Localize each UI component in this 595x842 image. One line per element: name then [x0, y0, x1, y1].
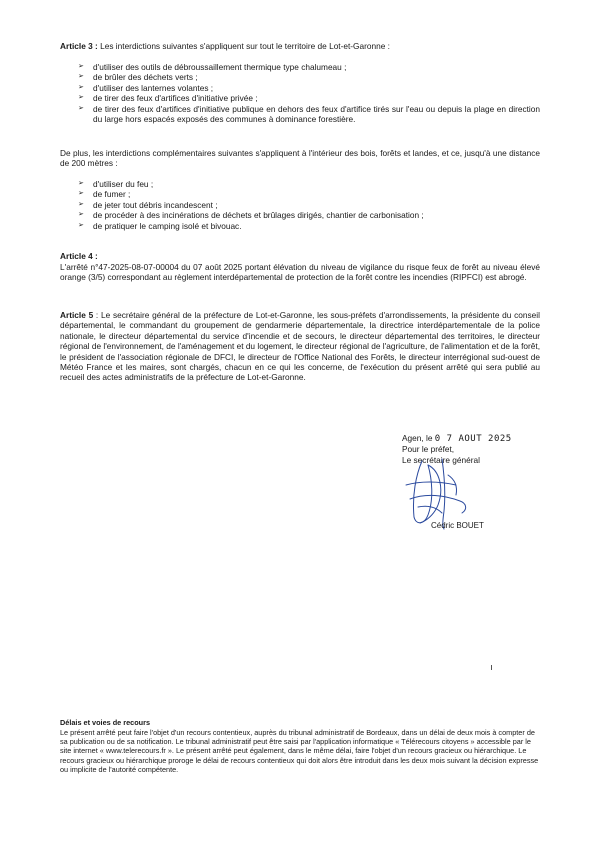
article-3-heading: Article 3 : — [60, 41, 98, 51]
list-item: ➢ d'utiliser du feu ; — [78, 179, 154, 189]
signature-line-1: Pour le préfet, — [402, 444, 455, 455]
list-item: ➢ de pratiquer le camping isolé et bivouac. — [78, 220, 242, 231]
arrow-bullet-icon: ➢ — [78, 200, 84, 208]
signature-line-2: Le secrétaire général — [402, 454, 480, 465]
handwritten-signature — [398, 455, 478, 530]
forest-list — [60, 179, 540, 231]
arrow-bullet-icon: ➢ — [78, 221, 84, 229]
appeal-text: Le présent arrêté peut faire l'objet d'un recours contentieux, auprès du tribunal administratif de Bordeaux, dans un délai de deux mois à compter de sa publication ou de sa notification. Le tribunal administratif peut être saisi par l'application informatique « Télérecours citoyens » accessible par le site internet « www.telerecours.fr ». Le présent arrêté peut également, dans le même délai, faire l'objet d'un recours gracieux ou hiérarchique. Le recours gracieux ou hiérarchique proroge le délai de recours contentieux qui doit alors être introduit dans les deux mois suivant la décision expresse ou implicite de l'autorité compétente. — [60, 728, 539, 774]
forest-intro: De plus, les interdictions complémentaires suivantes s'appliquent à l'intérieur des bois, forêts et landes, et ce, jusqu'à une distance de 200 mètres : — [60, 148, 540, 169]
article-4-text: L'arrêté n°47-2025-08-07-00004 du 07 août 2025 portant élévation du niveau de vigilance du risque feux de forêt au niveau élevé orange (3/5) correspondant au règlement interdépartemental de protection de la forêt contre les incendies (RIPFCI) est abrogé. — [60, 262, 540, 283]
arrow-bullet-icon: ➢ — [78, 104, 84, 112]
arrow-bullet-icon: ➢ — [78, 180, 84, 187]
margin-mark — [491, 665, 492, 670]
signature-date-line — [402, 433, 512, 444]
arrow-bullet-icon: ➢ — [78, 190, 84, 198]
article-5-heading: Article 5 — [60, 310, 94, 320]
list-item: ➢ de tirer des feux d'artifices d'initiative privée ; — [78, 93, 258, 104]
arrow-bullet-icon: ➢ — [78, 211, 84, 219]
list-item: ➢ d'utiliser des outils de débroussaillement thermique type chalumeau ; — [78, 62, 347, 72]
list-item: ➢ de brûler des déchets verts ; — [78, 72, 198, 83]
article-5 — [60, 310, 540, 383]
list-item: ➢ de jeter tout débris incandescent ; — [78, 199, 218, 210]
list-item: ➢ de fumer ; — [78, 189, 131, 200]
article-4-heading: Article 4 : — [60, 251, 98, 261]
arrow-bullet-icon: ➢ — [78, 63, 84, 70]
date-stamp: 0 7 AOUT 2025 — [434, 434, 512, 444]
signer-name: Cédric BOUET — [431, 521, 484, 530]
arrow-bullet-icon: ➢ — [78, 94, 84, 102]
arrow-bullet-icon: ➢ — [78, 73, 84, 81]
list-item: ➢ de tirer des feux d'artifices d'initiative publique en dehors des feux d'artifice tirés sur l'eau ou depuis la plage en direction du large hors espacés exposés des communes à dominance forestière. — [78, 103, 540, 125]
arrow-bullet-icon: ➢ — [78, 83, 84, 91]
article-3-list — [60, 62, 540, 124]
list-item: ➢ d'utiliser des lanternes volantes ; — [78, 82, 214, 93]
appeal-heading: Délais et voies de recours — [60, 718, 151, 727]
article-3-intro — [60, 41, 540, 51]
signature-place: Agen, le — [402, 433, 433, 443]
article-5-text: : Le secrétaire général de la préfecture de Lot-et-Garonne, les sous-préfets d'arrondissements, la présidente du conseil départemental, le commandant du groupement de gendarmerie départementale, la directrice interdépartementale de la police nationale, le directeur départemental du service d'incendie et de secours, le directeur départemental des territoires, le directeur régional de l'environnement, de l'aménagement et du logement, le directeur régional de l'agriculture, de l'alimentation et de la forêt, le président de l'association régionale de DFCI, le directeur de l'Office National des Forêts, le directeur interrégional sud-ouest de Météo France et les maires, sont chargés, chacun en ce qui les concerne, de l'exécution du présent arrêté qui sera publié au recueil des actes administratifs de la préfecture de Lot-et-Garonne. — [60, 310, 541, 383]
list-item: ➢ de procéder à des incinérations de déchets et brûlages dirigés, chantier de carbonisation ; — [78, 210, 424, 221]
article-3-intro-text: Les interdictions suivantes s'appliquent sur tout le territoire de Lot-et-Garonne : — [100, 41, 390, 51]
